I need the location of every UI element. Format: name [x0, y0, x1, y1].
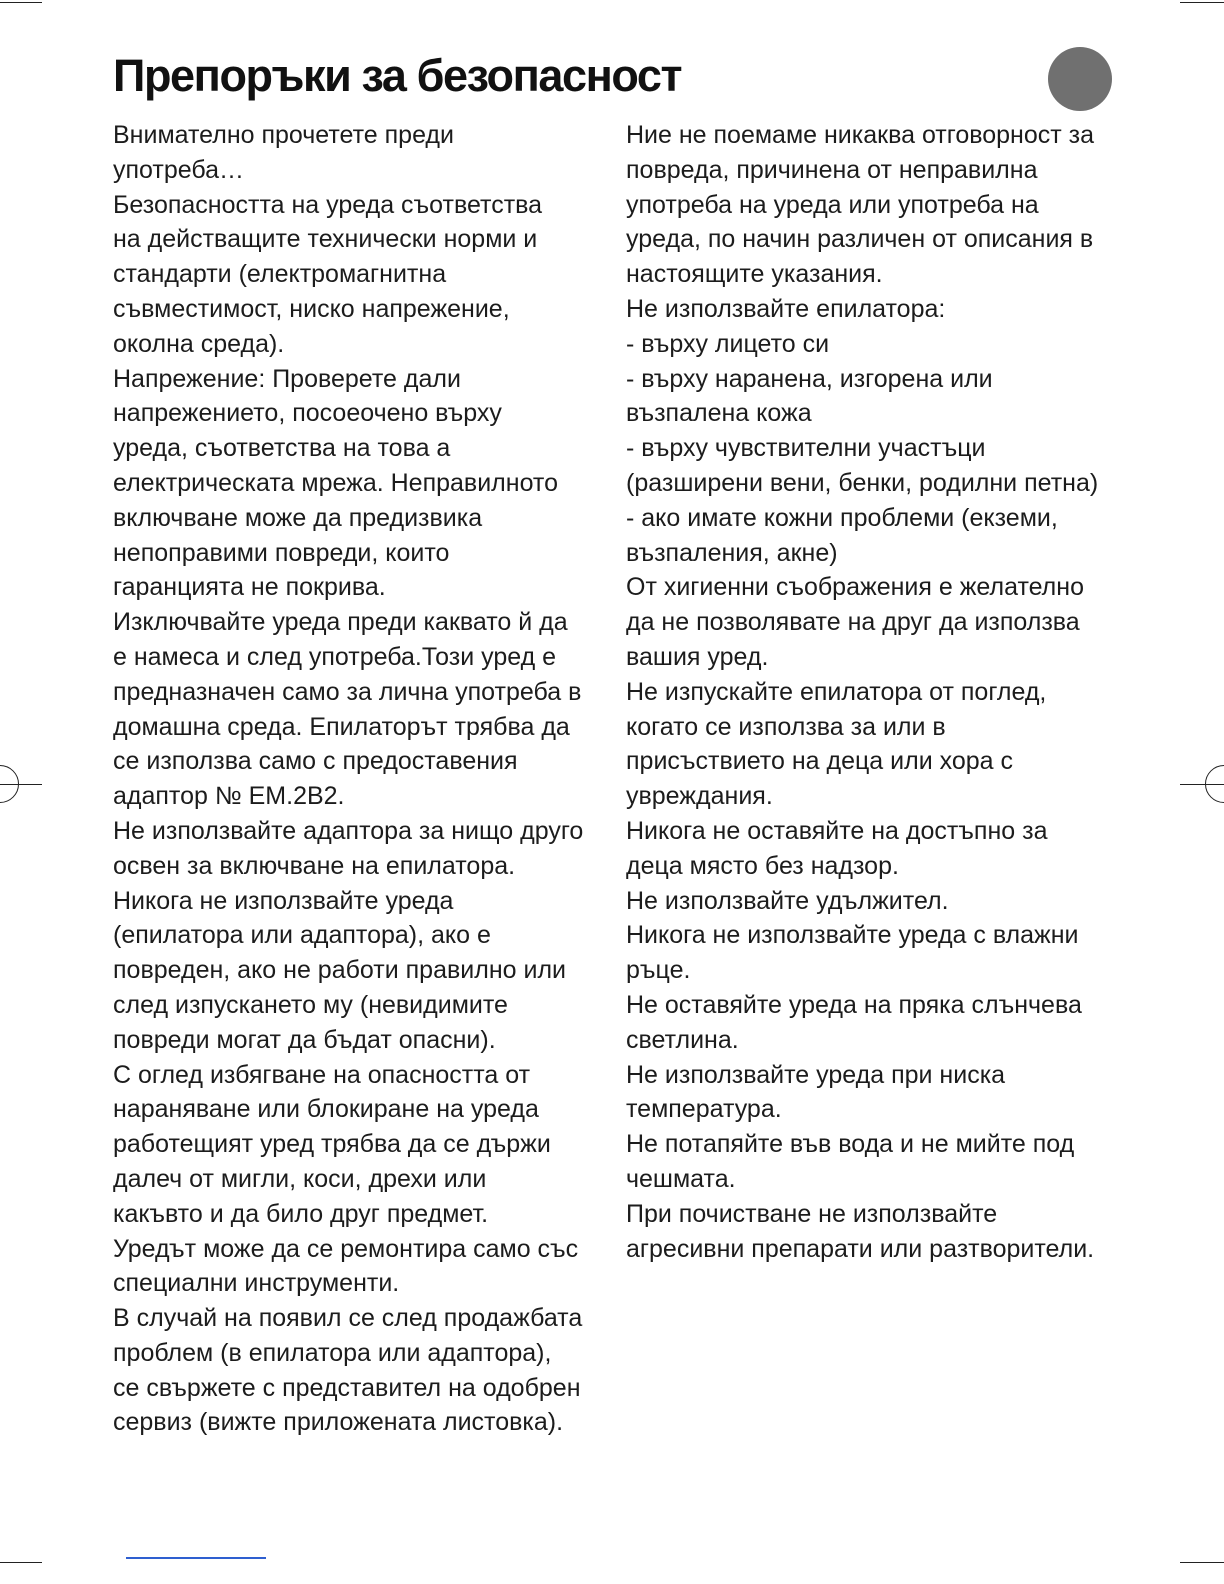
text-line: Не оставяйте уреда на пряка слънчева [626, 990, 1082, 1019]
crop-mark-bottom-right [1180, 1562, 1224, 1563]
text-line: - ако имате кожни проблеми (екземи, [626, 503, 1058, 532]
text-line: настоящите указания. [626, 260, 883, 289]
crop-mark-top-right [1180, 2, 1224, 3]
text-line: (разширени вени, бенки, родилни петна) [626, 468, 1099, 497]
text-line: уреда, по начин различен от описания в [626, 225, 1094, 254]
text-line: С оглед избягване на опасността от [113, 1060, 531, 1089]
text-line: околна среда). [113, 329, 285, 358]
text-line: далеч от мигли, коси, дрехи или [113, 1164, 487, 1193]
text-line: гаранцията не покрива. [113, 573, 386, 602]
text-line: освен за включване на епилатора. [113, 851, 516, 880]
text-line: включване може да предизвика [113, 503, 483, 532]
text-line: Не потапяйте във вода и не мийте под [626, 1130, 1075, 1159]
text-line: работещият уред трябва да се държи [113, 1130, 551, 1159]
text-line: Изключвайте уреда преди каквато й да [113, 608, 568, 637]
text-line: какъвто и да било друг предмет. [113, 1199, 489, 1228]
text-line: съвместимост, ниско напрежение, [113, 294, 510, 323]
registration-line-right [1180, 784, 1224, 785]
text-line: Не изпускайте епилатора от поглед, [626, 677, 1047, 706]
text-line: чешмата. [626, 1164, 736, 1193]
text-line: вашия уред. [626, 642, 769, 671]
text-line: - върху чувствителни участъци [626, 434, 986, 463]
text-line: Не използвайте удължител. [626, 886, 949, 915]
text-line: Безопасността на уреда съответства [113, 190, 543, 219]
text-line: ръце. [626, 956, 691, 985]
crop-mark-top-left [0, 2, 42, 3]
text-line: повреда, причинена от неправилна [626, 155, 1038, 184]
text-line: когато се използва за или в [626, 712, 946, 741]
registration-line-left [0, 784, 42, 785]
text-line: повреден, ако не работи правилно или [113, 956, 566, 985]
left-text-column [113, 118, 608, 1440]
text-line: (епилатора или адаптора), ако е [113, 921, 491, 950]
section-marker-dot [1048, 47, 1112, 111]
text-line: Не използвайте уреда при ниска [626, 1060, 1006, 1089]
text-line: - върху лицето си [626, 329, 830, 358]
text-line: - върху наранена, изгорена или [626, 364, 993, 393]
text-line: Никога не използвайте уреда [113, 886, 454, 915]
text-line: повреди могат да бъдат опасни). [113, 1025, 496, 1054]
text-line: Внимателно прочетете преди [113, 121, 454, 149]
text-line: непоправими повреди, които [113, 538, 450, 567]
text-line: При почистване не използвайте [626, 1199, 998, 1228]
text-line: Напрежение: Проверете дали [113, 364, 461, 393]
text-line: Ние не поемаме никаква отговорност за [626, 121, 1095, 149]
text-line: Не използвайте адаптора за нищо друго [113, 816, 584, 845]
text-line: увреждания. [626, 782, 773, 811]
text-line: светлина. [626, 1025, 739, 1054]
text-line: уреда, съответства на това а [113, 434, 451, 463]
text-line: напрежението, посоеочено върху [113, 399, 502, 428]
text-line: е намеса и след употреба.Този уред е [113, 642, 557, 671]
text-line: електрическата мрежа. Неправилното [113, 468, 558, 497]
text-line: нараняване или блокиране на уреда [113, 1095, 539, 1124]
text-line: Никога не оставяйте на достъпно за [626, 816, 1048, 845]
footer-rule [126, 1557, 266, 1559]
text-line: възпалена кожа [626, 399, 812, 428]
text-line: деца място без надзор. [626, 851, 899, 880]
text-line: специални инструменти. [113, 1269, 400, 1298]
text-line: домашна среда. Епилаторът трябва да [113, 712, 570, 741]
text-line: Уредът може да се ремонтира само със [113, 1234, 579, 1263]
text-line: предназначен само за лична употреба в [113, 677, 582, 706]
text-line: употреба… [113, 155, 245, 184]
crop-mark-bottom-left [0, 1562, 42, 1563]
text-line: да не позволявате на друг да използва [626, 608, 1080, 637]
text-line: От хигиенни съображения е желателно [626, 573, 1084, 602]
text-line: се свържете с представител на одобрен [113, 1373, 581, 1402]
text-line: се използва само с предоставения [113, 747, 518, 776]
text-line: стандарти (електромагнитна [113, 260, 447, 289]
text-line: проблем (в епилатора или адаптора), [113, 1338, 552, 1367]
text-line: агресивни препарати или разтворители. [626, 1234, 1095, 1263]
text-line: температура. [626, 1095, 782, 1124]
text-line: възпаления, акне) [626, 538, 838, 567]
text-line: сервиз (вижте приложената листовка). [113, 1408, 564, 1437]
text-line: присъствието на деца или хора с [626, 747, 1013, 776]
text-line: В случай на появил се след продажбата [113, 1304, 583, 1333]
right-text-column [626, 118, 1126, 1266]
page-title: Препоръки за безопасност [113, 50, 682, 101]
text-line: Никога не използвайте уреда с влажни [626, 921, 1079, 950]
text-line: на действащите технически норми и [113, 225, 538, 254]
text-line: употреба на уреда или употреба на [626, 190, 1039, 219]
text-line: след изпускането му (невидимите [113, 990, 508, 1019]
text-line: Не използвайте епилатора: [626, 294, 946, 323]
text-line: адаптор № EM.2B2. [113, 782, 345, 811]
